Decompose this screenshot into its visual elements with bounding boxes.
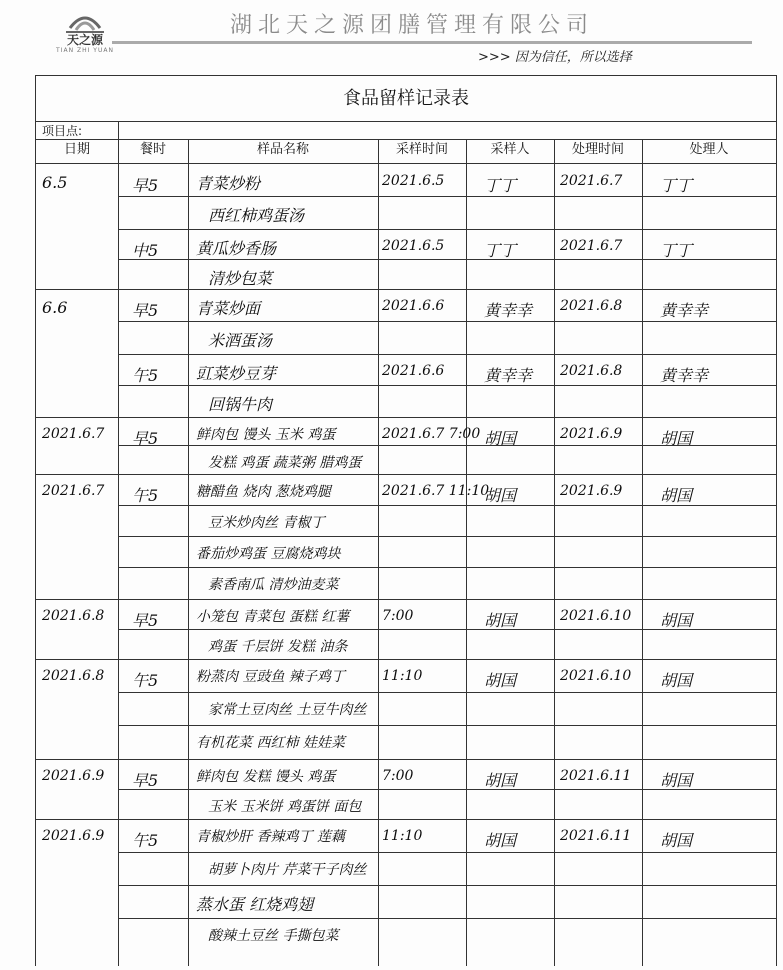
- sample-name: 回锅牛肉: [208, 395, 273, 414]
- letterhead: [0, 0, 783, 70]
- entry-sampler: 胡国: [484, 771, 517, 790]
- company-name: 湖北天之源团膳管理有限公司: [230, 13, 595, 38]
- entry-sampler: 黄幸幸: [484, 301, 533, 320]
- row-divider: [36, 289, 776, 290]
- column-divider: [554, 139, 555, 966]
- sample-line-divider: [118, 852, 776, 853]
- form-title: 食品留样记录表: [36, 76, 776, 122]
- entry-sampler: 胡国: [484, 671, 517, 690]
- entry-sampler: 黄幸幸: [484, 366, 533, 385]
- row-divider: [36, 599, 776, 600]
- entry-process-time: 2021.6.8: [560, 363, 623, 379]
- column-divider: [118, 139, 119, 966]
- column-divider: [378, 139, 379, 966]
- entry-sample-time: 2021.6.6: [382, 363, 445, 379]
- column-divider: [188, 139, 189, 966]
- sample-name: 西红柿鸡蛋汤: [208, 206, 305, 225]
- entry-sampler: 胡国: [484, 831, 517, 850]
- entry-sampler: 丁丁: [484, 241, 517, 260]
- slogan: >>> 因为信任，所以选择: [478, 50, 632, 65]
- entry-process-time: 2021.6.10: [560, 668, 632, 684]
- entry-sample-time: 7:00: [382, 768, 414, 784]
- sample-line-divider: [118, 725, 776, 726]
- sample-name: 黄瓜炒香肠: [196, 239, 277, 258]
- entry-sample-time: 2021.6.6: [382, 298, 445, 314]
- sample-name: 糖醋鱼 烧肉 葱烧鸡腿: [196, 484, 331, 500]
- entry-date: 2021.6.7: [42, 426, 105, 442]
- sample-name: 鲜肉包 馒头 玉米 鸡蛋: [196, 427, 336, 443]
- entry-meal: 午5: [132, 831, 159, 850]
- entry-process-time: 2021.6.8: [560, 298, 623, 314]
- entry-sampler: 胡国: [484, 486, 517, 505]
- sample-name: 小笼包 青菜包 蛋糕 红薯: [196, 609, 350, 625]
- column-header-sample-time: 采样时间: [395, 142, 448, 157]
- sample-line-divider: [118, 536, 776, 537]
- column-header-meal: 餐时: [139, 142, 166, 157]
- row-divider: [36, 474, 776, 475]
- entry-meal: 早5: [132, 301, 159, 320]
- sample-name: 米酒蛋汤: [208, 331, 273, 350]
- entry-sample-time: 2021.6.7 11:10: [382, 483, 490, 499]
- entry-sample-time: 11:10: [382, 828, 423, 844]
- column-header-process-time: 处理时间: [571, 142, 624, 157]
- project-label: 项目点:: [42, 124, 83, 138]
- entry-sample-time: 11:10: [382, 668, 423, 684]
- entry-process-time: 2021.6.10: [560, 608, 632, 624]
- project-row: [36, 121, 776, 140]
- header-rule: [112, 41, 752, 44]
- column-divider: [642, 139, 643, 966]
- sample-name: 蒸水蛋 红烧鸡翅: [196, 895, 314, 914]
- logo-subtitle: TIAN ZHI YUAN: [56, 47, 114, 54]
- entry-sample-time: 2021.6.7 7:00: [382, 426, 481, 442]
- entry-meal: 午5: [132, 366, 159, 385]
- row-divider: [36, 417, 776, 418]
- sample-name: 青菜炒粉: [196, 174, 261, 193]
- column-divider: [466, 139, 467, 966]
- entry-process-time: 2021.6.11: [560, 828, 632, 844]
- entry-processor: 丁丁: [660, 176, 693, 195]
- entry-meal: 早5: [132, 429, 159, 448]
- entry-date: 6.5: [42, 173, 68, 192]
- entry-date: 6.6: [42, 298, 68, 317]
- entry-process-time: 2021.6.7: [560, 238, 623, 254]
- sample-name: 青椒炒肝 香辣鸡丁 莲藕: [196, 829, 345, 845]
- entry-sample-time: 2021.6.5: [382, 173, 445, 189]
- entry-processor: 胡国: [660, 771, 693, 790]
- row-divider: [118, 354, 776, 355]
- sample-line-divider: [118, 196, 776, 197]
- sample-line-divider: [118, 885, 776, 886]
- sample-name: 粉蒸肉 豆豉鱼 辣子鸡丁: [196, 669, 345, 685]
- sample-name: 发糕 鸡蛋 蔬菜粥 腊鸡蛋: [208, 455, 362, 471]
- row-divider: [36, 659, 776, 660]
- entry-date: 2021.6.7: [42, 483, 105, 499]
- sample-record-form: [35, 75, 777, 966]
- entry-sampler: 丁丁: [484, 176, 517, 195]
- entry-processor: 胡国: [660, 831, 693, 850]
- entry-date: 2021.6.8: [42, 608, 105, 624]
- column-header-sampler: 采样人: [490, 142, 530, 157]
- sample-name: 豆米炒肉丝 青椒丁: [208, 515, 325, 531]
- column-header-samples: 样品名称: [256, 142, 309, 157]
- entry-processor: 胡国: [660, 486, 693, 505]
- sample-name: 番茄炒鸡蛋 豆腐烧鸡块: [196, 546, 341, 562]
- sample-name: 酸辣土豆丝 手撕包菜: [208, 928, 339, 944]
- entry-meal: 早5: [132, 771, 159, 790]
- row-divider: [118, 229, 776, 230]
- entry-meal: 午5: [132, 486, 159, 505]
- entry-processor: 胡国: [660, 671, 693, 690]
- entry-date: 2021.6.9: [42, 828, 105, 844]
- entry-date: 2021.6.9: [42, 768, 105, 784]
- logo-name: 天之源: [66, 33, 103, 47]
- sample-line-divider: [118, 567, 776, 568]
- entry-process-time: 2021.6.9: [560, 426, 623, 442]
- entry-process-time: 2021.6.9: [560, 483, 623, 499]
- sample-line-divider: [118, 692, 776, 693]
- sample-name: 有机花菜 西红柿 娃娃菜: [196, 735, 345, 751]
- entry-processor: 黄幸幸: [660, 366, 709, 385]
- entry-sample-time: 2021.6.5: [382, 238, 445, 254]
- entry-process-time: 2021.6.11: [560, 768, 632, 784]
- entry-meal: 中5: [132, 241, 159, 260]
- sample-name: 家常土豆肉丝 土豆牛肉丝: [208, 702, 367, 718]
- entry-processor: 黄幸幸: [660, 301, 709, 320]
- entry-meal: 早5: [132, 611, 159, 630]
- sample-line-divider: [118, 321, 776, 322]
- row-divider: [36, 819, 776, 820]
- entry-sampler: 胡国: [484, 429, 517, 448]
- column-header-date: 日期: [63, 142, 90, 157]
- company-logo: [50, 6, 120, 64]
- entry-processor: 丁丁: [660, 241, 693, 260]
- sample-name: 鸡蛋 千层饼 发糕 油条: [208, 639, 348, 655]
- sample-name: 胡萝卜肉片 芹菜干子肉丝: [208, 862, 367, 878]
- sample-name: 鲜肉包 发糕 馒头 鸡蛋: [196, 769, 336, 785]
- sample-name: 清炒包菜: [208, 269, 273, 288]
- header-underline: [36, 163, 776, 164]
- entry-meal: 早5: [132, 176, 159, 195]
- sample-line-divider: [118, 918, 776, 919]
- entry-processor: 胡国: [660, 611, 693, 630]
- logo-mark-icon: [62, 6, 108, 34]
- row-divider: [36, 759, 776, 760]
- entry-meal: 午5: [132, 671, 159, 690]
- sample-name: 素香南瓜 清炒油麦菜: [208, 577, 339, 593]
- entry-processor: 胡国: [660, 429, 693, 448]
- sample-name: 豇菜炒豆芽: [196, 364, 277, 383]
- column-header-processor: 处理人: [689, 142, 729, 157]
- sample-name: 玉米 玉米饼 鸡蛋饼 面包: [208, 799, 362, 815]
- entry-process-time: 2021.6.7: [560, 173, 623, 189]
- entry-sampler: 胡国: [484, 611, 517, 630]
- entry-date: 2021.6.8: [42, 668, 105, 684]
- sample-name: 青菜炒面: [196, 299, 261, 318]
- entry-sample-time: 7:00: [382, 608, 414, 624]
